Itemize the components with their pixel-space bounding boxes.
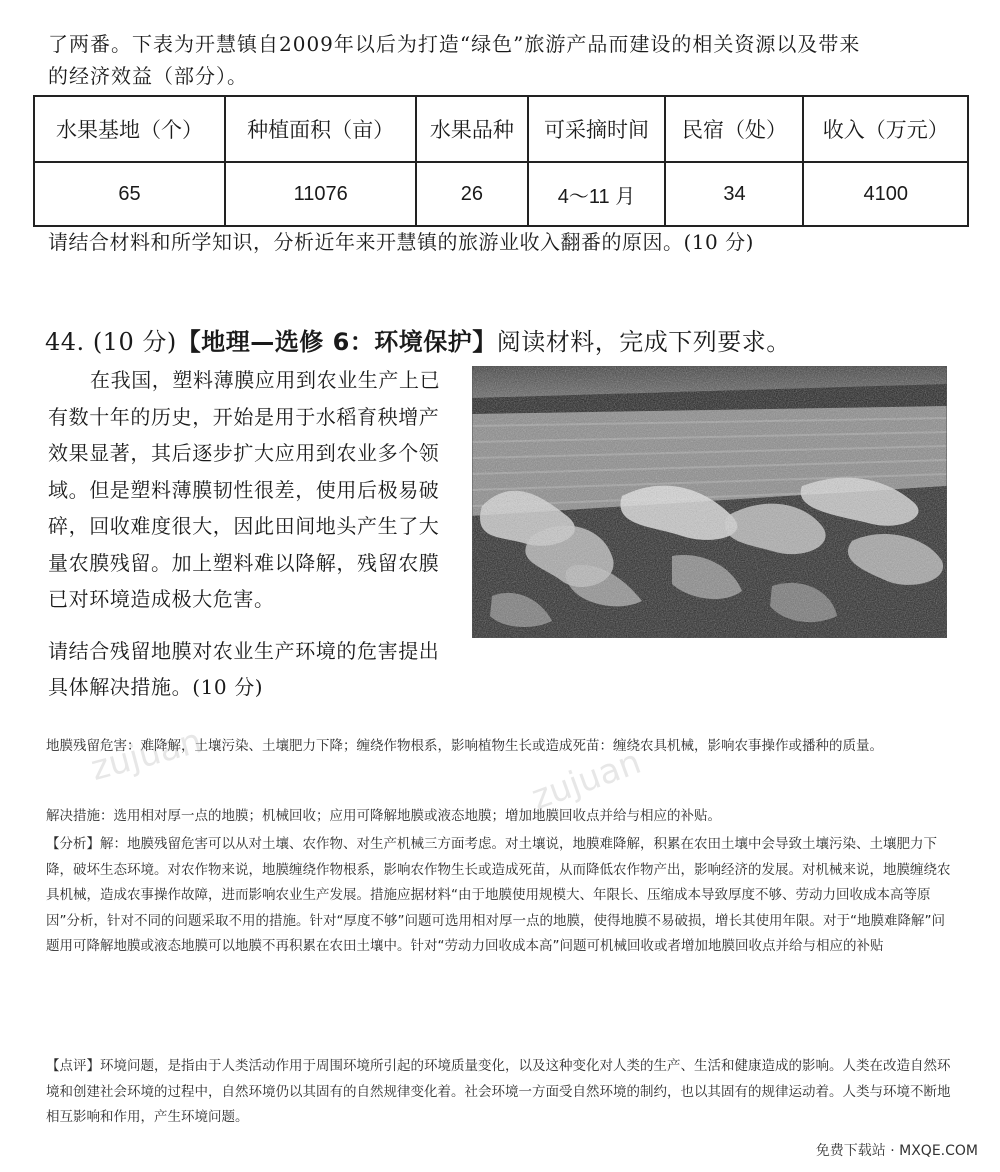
intro-paragraph [48,28,968,92]
watermark-text: zujuan [526,741,647,819]
table-header-cell: 水果基地（个） [34,96,225,162]
table-header-cell: 收入（万元） [803,96,968,162]
table-cell: 4100 [803,162,968,226]
site-footer-watermark: 免费下载站 · MXQE.COM [815,1143,978,1159]
table-cell: 34 [665,162,803,226]
answer-analysis: 【分析】解：地膜残留危害可以从对土壤、农作物、对生产机械三方面考虑。对土壤说，地膜难降解，积累在农田土壤中会导致土壤污染、土壤肥力下降，破坏生态环境。对农作物来说，地膜缠绕作物根系，影响农作物生长或造成死苗，从而降低农作物产出，影响经济的发展。对机械来说，地膜缠绕农具机械，造成农事操作故障，进而影响农业生产发展。措施应据材料“由于地膜使用规模大、年限长、压缩成本导致厚度不够、劳动力回收成本高等原因”分析，针对不同的问题采取不用的措施。针对“厚度不够”问题可选用相对厚一点的地膜，使得地膜不易破损，增长其使用年限。对于“地膜难降解”问题用可降解地膜或液态地膜可以地膜不再积累在农田土壤中。针对“劳动力回收成本高”问题可机械回收或者增加地膜回收点并给与相应的补贴 [46,836,951,954]
q44-title: 【地理—选修 6：环境保护】 [176,328,497,356]
table-cell: 11076 [225,162,416,226]
watermark-text: zujuan [86,721,207,789]
q44-material: 在我国，塑料薄膜应用到农业生产上已有数十年的历史，开始是用于水稻育秧增产效果显著，其后逐步扩大应用到农业多个领域。但是塑料薄膜韧性很差，使用后极易破碎，回收难度很大，因此田间地头产生了大量农膜残留。加上塑料难以降解，残留农膜已对环境造成极大危害。 [48,368,441,611]
q44-heading [45,322,791,357]
table-header-cell: 民宿（处） [665,96,803,162]
plastic-film-field-photo [472,366,947,638]
resource-table [33,95,969,227]
answer-comment: 【点评】环境问题，是指由于人类活动作用于周围环境所引起的环境质量变化，以及这种变化对人类的生产、生活和健康造成的影响。人类在改造自然环境和创建社会环境的过程中，自然环境仍以其固有的自然规律变化着。社会环境一方面受自然环境的制约，也以其固有的规律运动着。人类与环境不断地相互影响和作用，产生环境问题。 [46,1058,951,1125]
table-cell: 26 [416,162,527,226]
q43-prompt: 请结合材料和所学知识，分析近年来开慧镇的旅游业收入翻番的原因。(10 分) [48,230,754,254]
answer-measures: 解决措施：选用相对厚一点的地膜；机械回收；应用可降解地膜或液态地膜；增加地膜回收点并给与相应的补贴。 [46,808,721,824]
intro-line-2: 的经济效益（部分）。 [48,64,248,88]
q44-number: 44. [45,328,85,356]
table-header-cell: 可采摘时间 [528,96,666,162]
answer-harm: 地膜残留危害：难降解，土壤污染、土壤肥力下降；缠绕作物根系，影响植物生长或造成死苗：缠绕农具机械，影响农事操作或播种的质量。 [46,738,883,754]
q44-ask: 请结合残留地膜对农业生产环境的危害提出具体解决措施。(10 分) [48,639,440,699]
q44-score: (10 分) [92,328,177,356]
table-header-cell: 水果品种 [416,96,527,162]
table-row [34,162,968,226]
table-cell: 4～11 月 [528,162,666,226]
q44-instruction: 阅读材料，完成下列要求。 [496,328,791,356]
table-header-cell: 种植面积（亩） [225,96,416,162]
table-cell: 65 [34,162,225,226]
table-header-row [34,96,968,162]
intro-line-1: 了两番。下表为开慧镇自2009年以后为打造“绿色”旅游产品而建设的相关资源以及带来 [48,32,861,56]
